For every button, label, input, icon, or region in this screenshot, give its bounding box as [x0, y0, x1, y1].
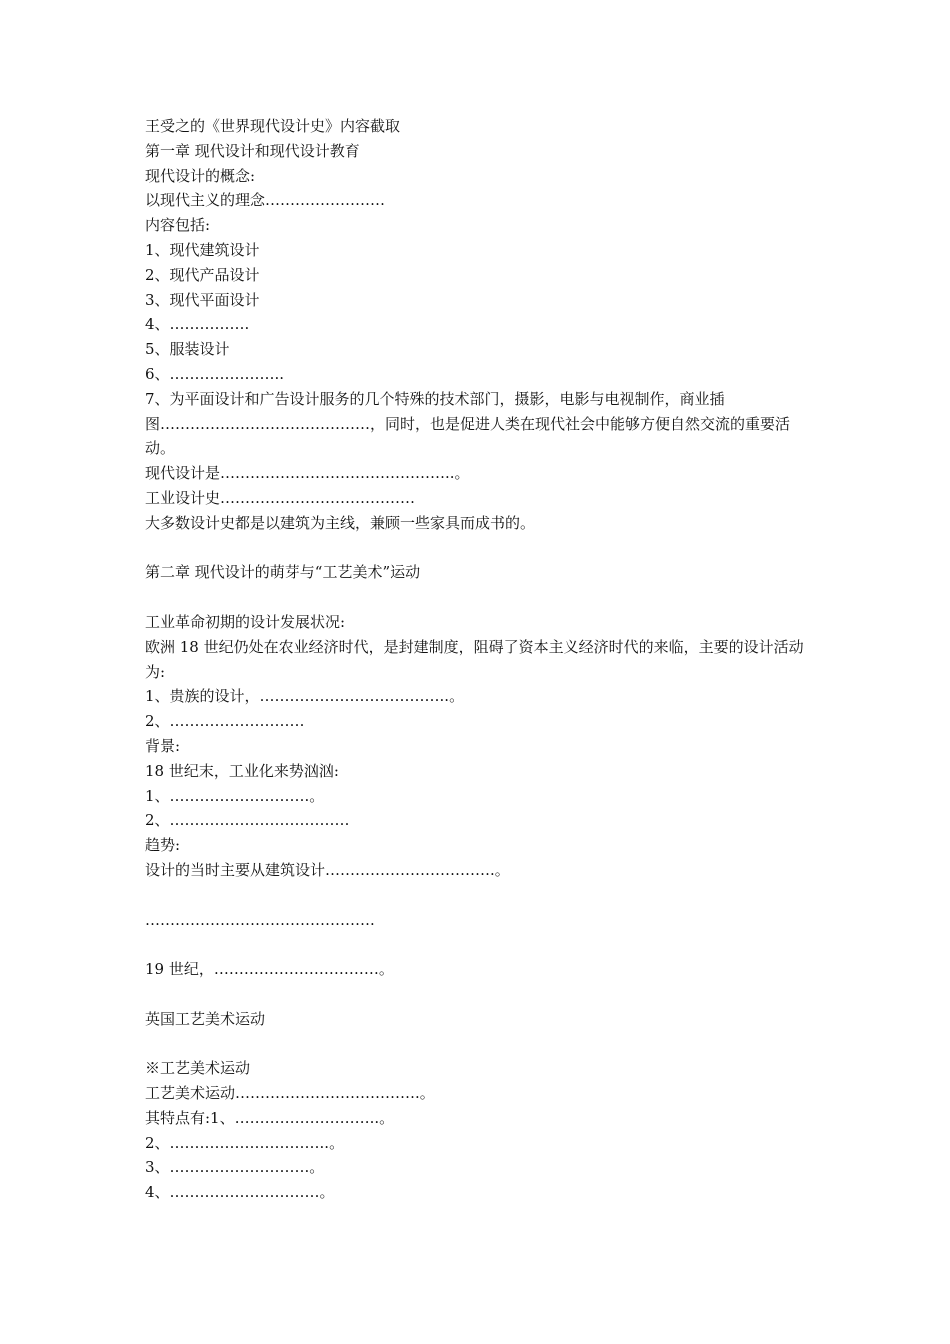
arts-definition: 工艺美术运动……………………………….。	[145, 1084, 435, 1103]
design-history-note: 大多数设计史都是以建筑为主线，兼顾一些家具而成书的。	[145, 513, 536, 532]
spacer	[145, 932, 815, 957]
idea-line: 以现代主义的理念……………………	[145, 191, 386, 210]
list-item: 2、………………………	[145, 712, 305, 731]
list-item: 4、…………….	[145, 315, 250, 334]
list-item: 其特点有:1、………………………..。	[145, 1108, 395, 1127]
list-item: 4、…………………………。	[145, 1183, 335, 1202]
chapter-1-heading: 第一章 现代设计和现代设计教育	[145, 141, 360, 160]
list-item-long: 7、为平面设计和广告设计服务的几个特殊的技术部门，摄影，电影与电视制作，商业插图……………………………………，同时，也是促进人类在现代社会中能够方便自然交流的重要活动。	[145, 389, 791, 458]
list-item: 2、现代产品设计	[145, 265, 260, 284]
doc-title: 王受之的《世界现代设计史》内容截取	[145, 117, 401, 135]
list-item: 6、…………………..	[145, 364, 285, 383]
list-item: 1、贵族的设计，………………………………..。	[145, 687, 465, 706]
spacer	[145, 883, 815, 908]
spacer	[145, 536, 815, 561]
c19-line: 19 世纪，……………………………。	[145, 960, 394, 979]
industrial-design-history: 工业设计史…………………………………	[145, 488, 416, 507]
trend-text: 设计的当时主要从建筑设计…………………………….。	[145, 860, 510, 879]
concept-label: 现代设计的概念:	[145, 166, 256, 185]
document-body	[145, 114, 815, 1205]
list-item: 3、……………………….。	[145, 1158, 325, 1177]
spacer	[145, 585, 815, 610]
list-item: 1、……………………….。	[145, 786, 325, 805]
list-item: 5、服装设计	[145, 340, 230, 359]
modern-design-is: 现代设计是………………………………………..。	[145, 464, 470, 483]
arts-title: ※工艺美术运动	[145, 1059, 251, 1078]
spacer	[145, 1031, 815, 1056]
list-item: 2、…………………………..。	[145, 1133, 345, 1152]
europe-paragraph: 欧洲 18 世纪仍处在农业经济时代，是封建制度，阻碍了资本主义经济时代的来临，主要的设计活动为:	[145, 637, 804, 681]
list-item: 2、………………………………	[145, 811, 350, 830]
includes-label: 内容包括:	[145, 216, 211, 235]
spacer	[145, 982, 815, 1007]
list-item: 1、现代建筑设计	[145, 240, 260, 259]
background-label: 背景:	[145, 736, 181, 755]
trend-label: 趋势:	[145, 836, 181, 855]
uk-heading: 英国工艺美术运动	[145, 1009, 266, 1028]
chapter-2-heading: 第二章 现代设计的萌芽与“工艺美术”运动	[145, 563, 421, 582]
dots-line: ……………………………………….	[145, 910, 375, 929]
status-label: 工业革命初期的设计发展状况:	[145, 612, 346, 631]
c18-line: 18 世纪末，工业化来势汹汹:	[145, 761, 339, 780]
list-item: 3、现代平面设计	[145, 290, 260, 309]
